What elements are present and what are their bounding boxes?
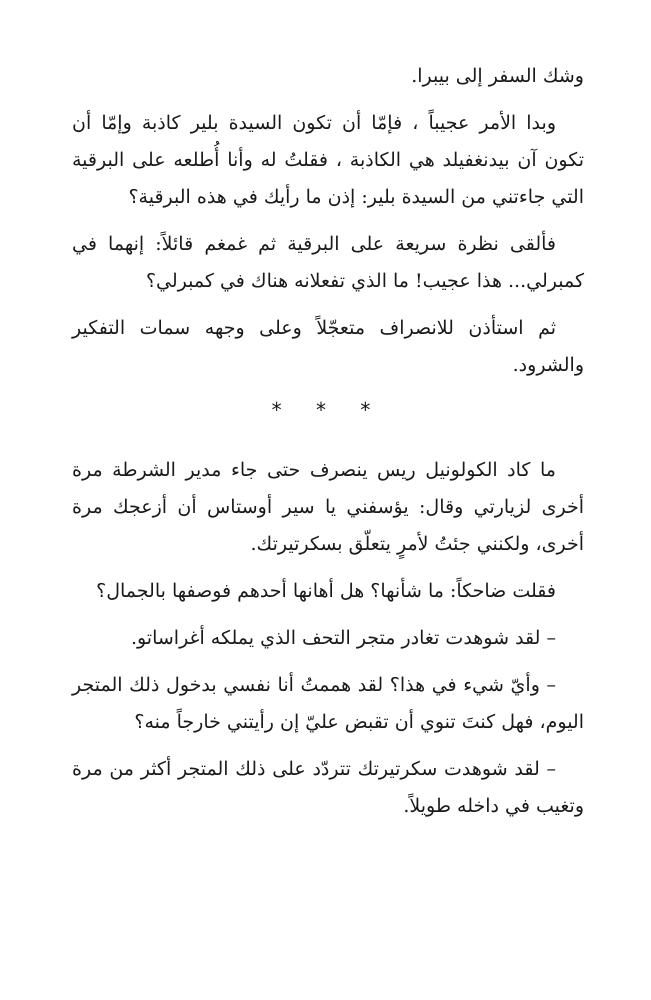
paragraph-so-what: – وأيّ شيء في هذا؟ لقد هممتُ أنا نفسي بدخول ذلك المتجر اليوم، فهل كنتَ تنوي أن تقبض عليّ إن رأيتني خارجاً منه؟	[72, 674, 584, 733]
paragraph-frequent-visits: – لقد شوهدت سكرتيرتك تتردّد على ذلك المتجر أكثر من مرة وتغيب في داخله طويلاً.	[72, 758, 584, 817]
paragraph-continuation: وشك السفر إلى بيبرا.	[411, 65, 584, 87]
paragraph-police-visit: ما كاد الكولونيل ريس ينصرف حتى جاء مدير الشرطة مرة أخرى لزيارتي وقال: يؤسفني يا سير أوستاس أن أزعجك مرة أخرى، ولكنني جئتُ لأمرٍ يتعلّق بسكرتيرتك.	[72, 459, 584, 555]
paragraph-kimberley: فألقى نظرة سريعة على البرقية ثم غمغم قائلاً: إنهما في كمبرلي... هذا عجيب! ما الذي تفعلانه هناك في كمبرلي؟	[72, 233, 584, 292]
paragraph-telegram-question: وبدا الأمر عجيباً ، فإمّا أن تكون السيدة بلير كاذبة وإمّا أن تكون آن بيدنغفيلد هي الكاذبة ، فقلتُ له وأنا أُطلعه على البرقية التي جاءتني من السيدة بلير: إذن ما رأيك في هذه البرقية؟	[72, 112, 584, 208]
paragraph-departure: ثم استأذن للانصراف متعجّلاً وعلى وجهه سمات التفكير والشرود.	[72, 317, 584, 376]
section-separator: * * *	[271, 398, 385, 422]
paragraph-laughing-reply: فقلت ضاحكاً: ما شأنها؟ هل أهانها أحدهم فوصفها بالجمال؟	[96, 580, 556, 602]
paragraph-seen-leaving: – لقد شوهدت تغادر متجر التحف الذي يملكه أغراساتو.	[130, 627, 556, 649]
book-page	[72, 58, 584, 835]
